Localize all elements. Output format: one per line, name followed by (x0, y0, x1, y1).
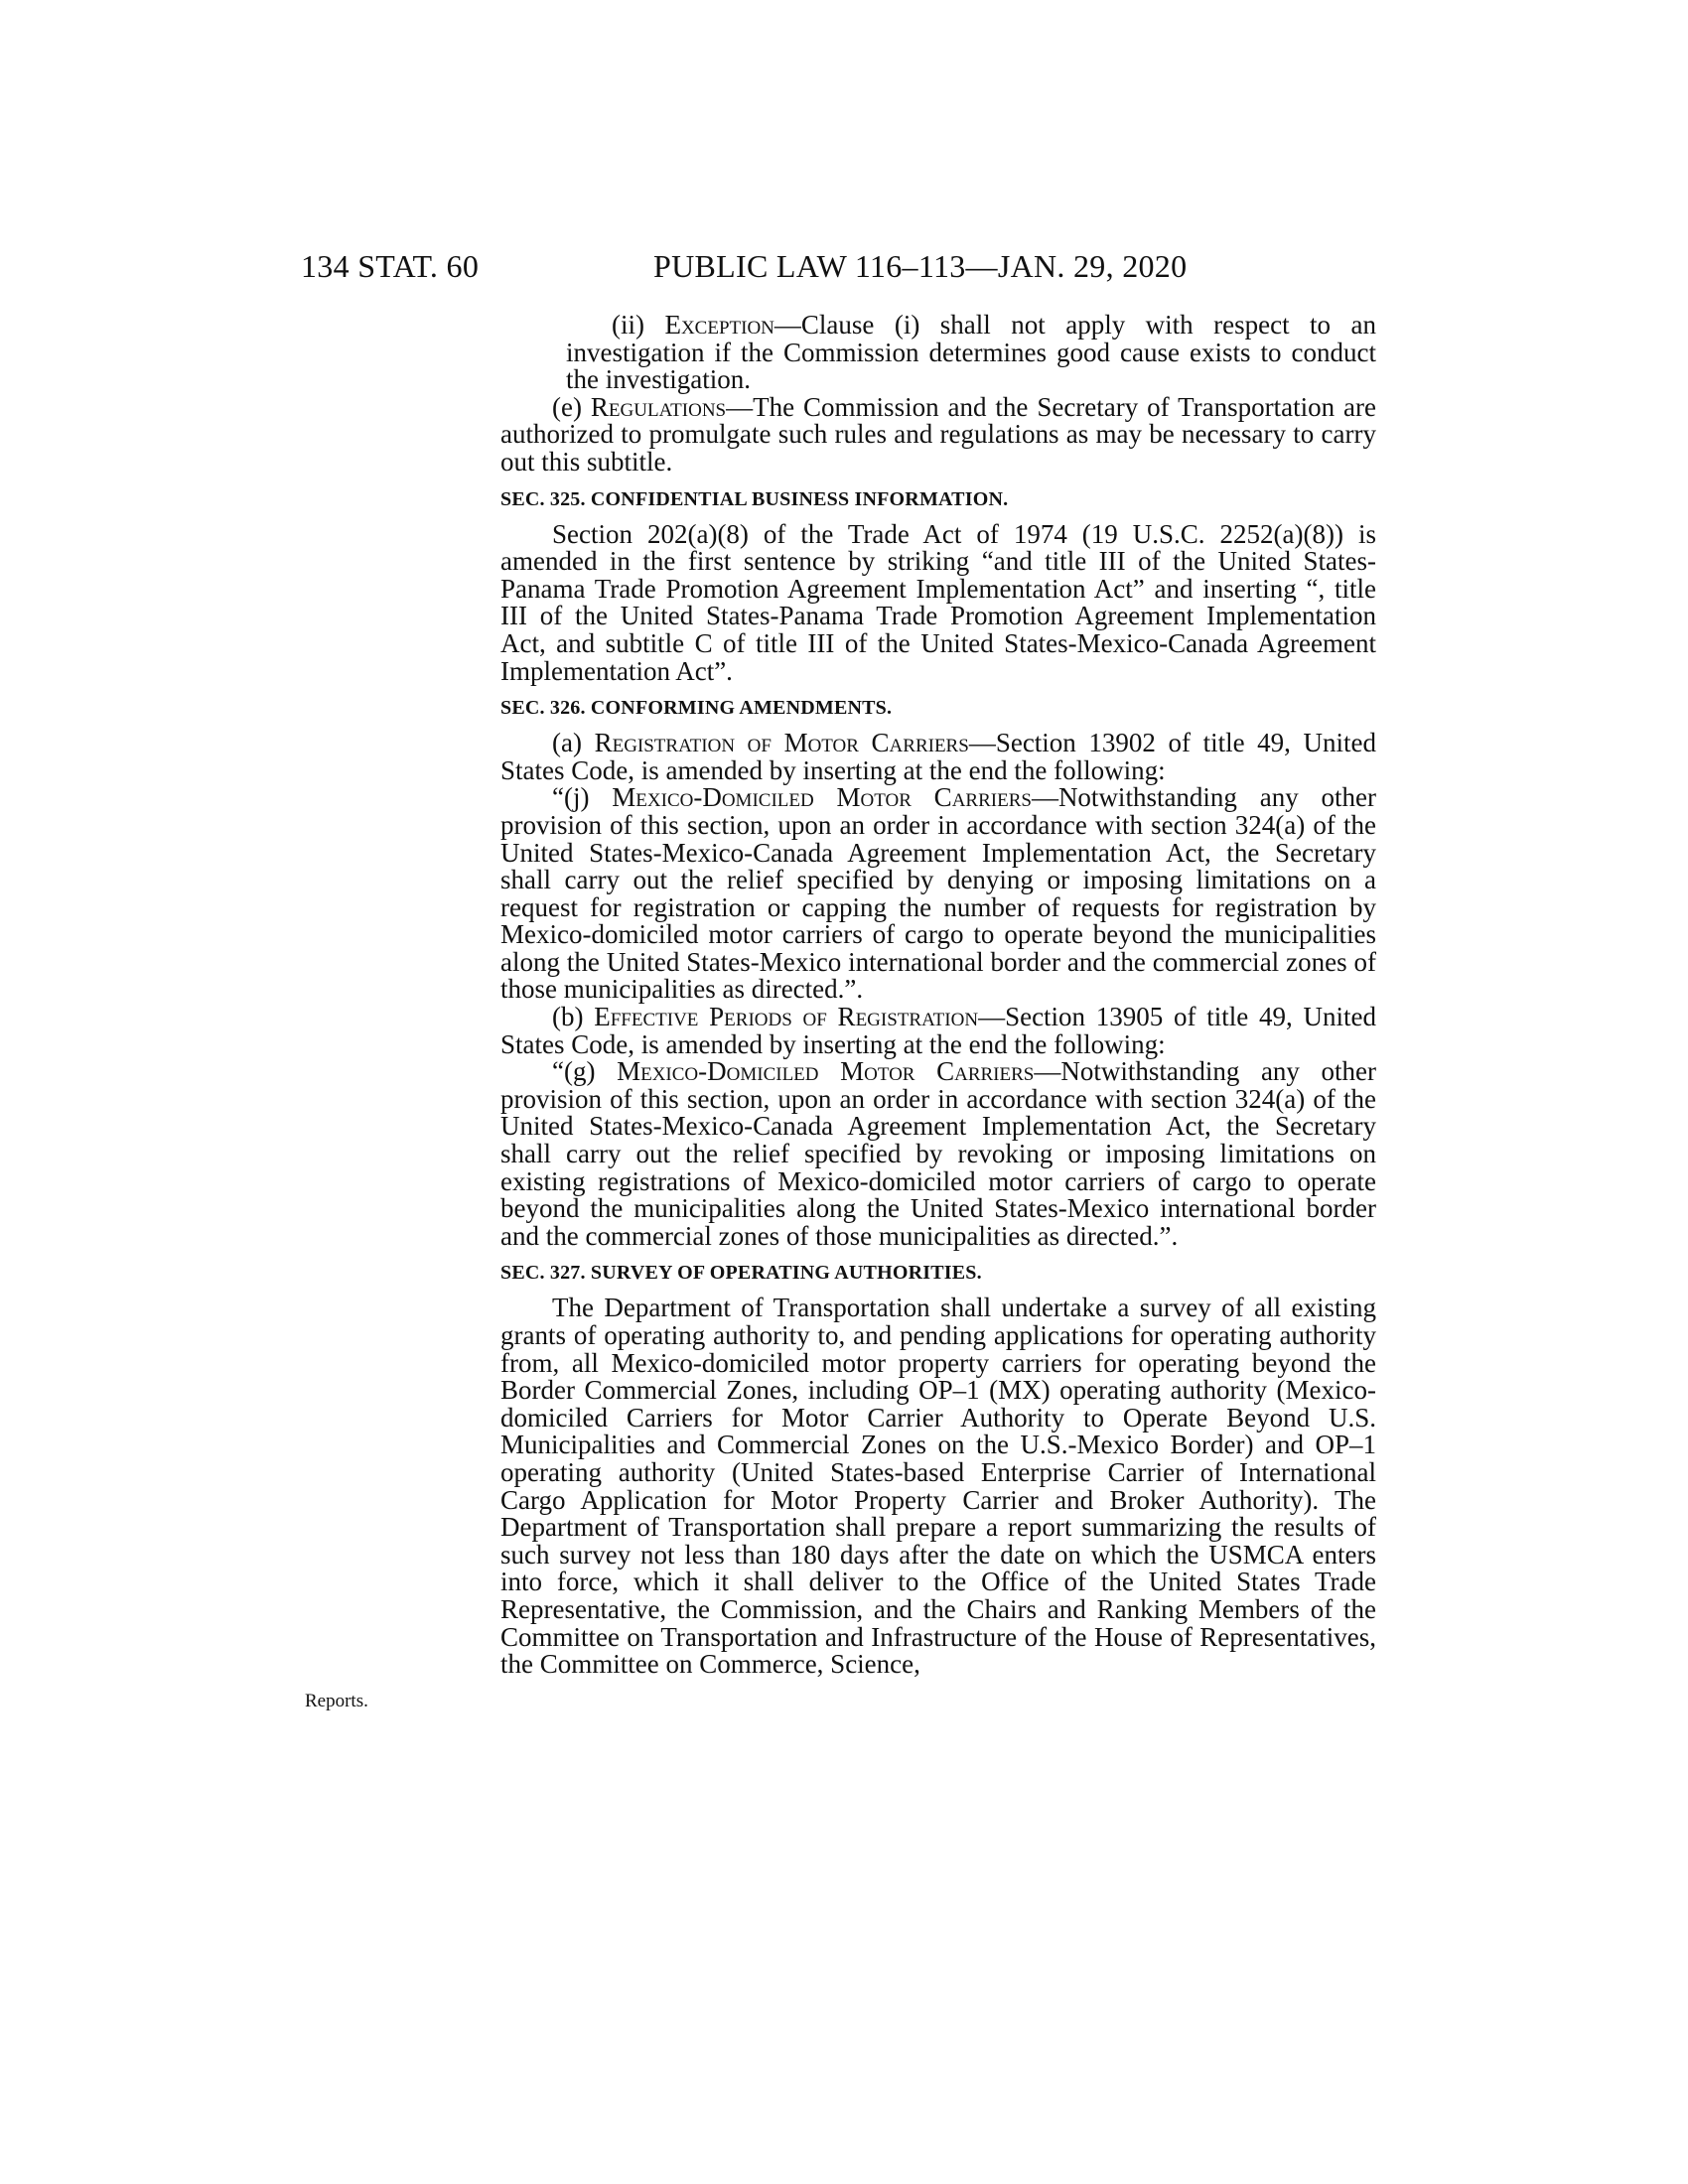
exception-text: —Clause (i) shall not apply with respect to an investigation if the Commission determines good cause exists to conduct the investigation. (566, 310, 1377, 395)
exception-label: (ii) (612, 310, 644, 340)
sec-326-j-label: “(j) (552, 782, 590, 813)
sec-326-quoted-j (500, 784, 1376, 1004)
sec-326-heading: SEC. 326. CONFORMING AMENDMENTS. (500, 697, 893, 720)
sec-325-heading: SEC. 325. CONFIDENTIAL BUSINESS INFORMATION. (500, 487, 1009, 510)
sec-326-g-heading: Mexico-Domiciled Motor Carriers (617, 1056, 1035, 1087)
sec-326-b-text: —Section 13905 of title 49, United States Code, is amended by inserting at the end the following: (500, 1002, 1376, 1059)
sec-326-a-label: (a) (552, 728, 582, 758)
margin-note-reports: Reports. (305, 1691, 368, 1711)
sec-327-heading: SEC. 327. SURVEY OF OPERATING AUTHORITIES. (500, 1262, 982, 1285)
sec-326-j-heading: Mexico-Domiciled Motor Carriers (612, 782, 1032, 813)
sec-326-a-text: —Section 13902 of title 49, United States Code, is amended by inserting at the end the following: (500, 728, 1377, 785)
stat-page-reference: 134 STAT. 60 (301, 248, 480, 284)
sec-326-quoted-g (500, 1058, 1376, 1250)
sec-325-text: Section 202(a)(8) of the Trade Act of 1974 (19 U.S.C. 2252(a)(8)) is amended in the first sentence by striking “and title III of the United States-Panama Trade Promotion Agreement Implementation Act” and inserting “, title III of the United States-Panama Trade Promotion Agreement Implementation Act, and subtitle C of title III of the United States-Mexico-Canada Agreement Implementation Act”. (500, 518, 1376, 686)
regulations-text: —The Commission and the Secretary of Transportation are authorized to promulgate such rules and regulations as may be necessary to carry out this subtitle. (500, 391, 1376, 477)
sec-327-text: The Department of Transportation shall undertake a survey of all existing grants of operating authority to, and pending applications for operating authority from, all Mexico-domiciled motor property carriers for operating beyond the Border Commercial Zones, including OP–1 (MX) operating authority (Mexico-domiciled Carriers for Motor Carrier Authority to Operate Beyond U.S. Municipalities and Commercial Zones on the U.S.-Mexico Border) and OP–1 operating authority (United States-based Enterprise Carrier of International Cargo Application for Motor Property Carrier and Broker Authority). The Department of Transportation shall prepare a report summarizing the results of such survey not less than 180 days after the date on which the USMCA enters into force, which it shall deliver to the Office of the United States Trade Representative, the Commission, and the Chairs and Ranking Members of the Committee on Transportation and Infrastructure of the House of Representatives, the Committee on Commerce, Science, (500, 1293, 1376, 1680)
regulations-heading: Regulations (590, 391, 727, 422)
sec-326-g-label: “(g) (552, 1056, 596, 1087)
sec-326-subsection-b (500, 1004, 1376, 1058)
document-body (500, 312, 1376, 1679)
sec-326-b-label: (b) (552, 1002, 584, 1032)
regulations-subsection (500, 391, 1376, 477)
sec-326-g-text: —Notwithstanding any other provision of this section, upon an order in accordance with section 324(a) of the United States-Mexico-Canada Agreement Implementation Act, the Secretary shall carry out the relief specified by revoking or imposing limitations on existing registrations of Mexico-domiciled motor carriers of cargo to operate beyond the municipalities along the United States-Mexico international border and the commercial zones of those municipalities as directed.”. (500, 1056, 1376, 1251)
sec-326-a-heading: Registration of Motor Carriers (594, 728, 969, 758)
exception-clause (566, 312, 1376, 394)
sec-326-j-text: —Notwithstanding any other provision of this section, upon an order in accordance with section 324(a) of the United States-Mexico-Canada Agreement Implementation Act, the Secretary shall carry out the relief specified by denying or imposing limitations on a request for registration or capping the number of requests for registration by Mexico-domiciled motor carriers of cargo to operate beyond the municipalities along the United States-Mexico international border and the commercial zones of those municipalities as directed.”. (500, 782, 1376, 1005)
public-law-header: PUBLIC LAW 116–113—JAN. 29, 2020 (653, 248, 1188, 284)
exception-heading: Exception (664, 310, 774, 340)
sec-326-subsection-a (500, 730, 1376, 784)
regulations-label: (e) (552, 391, 582, 422)
sec-326-b-heading: Effective Periods of Registration (594, 1002, 979, 1032)
